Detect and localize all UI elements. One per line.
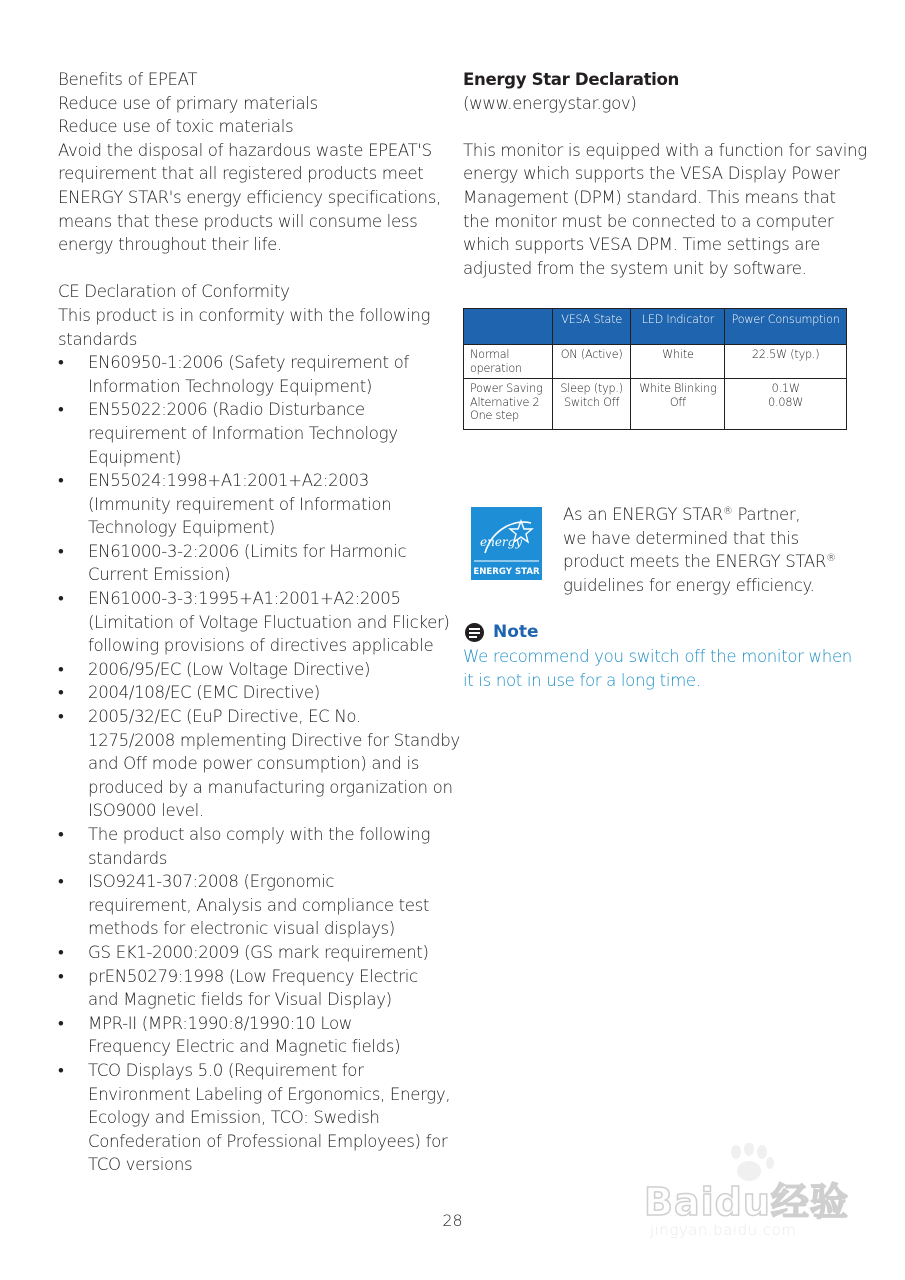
table-cell xyxy=(552,379,631,430)
note-text xyxy=(463,645,853,692)
registered-mark: ® xyxy=(722,506,733,517)
partner-line xyxy=(563,503,836,527)
energy-star-logo xyxy=(471,507,542,580)
table-header-row xyxy=(464,309,847,345)
standard-line: Current Emission) xyxy=(88,565,231,585)
spacer xyxy=(463,115,853,139)
partner-text: product meets the ENERGY STAR xyxy=(563,552,827,572)
standard-item xyxy=(58,965,450,1012)
standard-line: and Off mode power consumption) and is xyxy=(88,754,420,774)
epeat-section xyxy=(58,68,450,257)
ce-line: standards xyxy=(58,329,138,349)
note-title: Note xyxy=(493,622,539,642)
ce-heading: CE Declaration of Conformity xyxy=(58,282,290,302)
standard-line: Environment Labeling of Ergonomics, Energy, xyxy=(88,1084,451,1104)
standard-item xyxy=(58,469,450,540)
standard-line: Technology Equipment) xyxy=(88,518,275,538)
standard-item xyxy=(58,398,450,469)
partner-line xyxy=(563,550,836,574)
dpm-line: the monitor must be connected to a computer xyxy=(463,211,834,231)
standard-item xyxy=(58,1012,450,1059)
standard-line: (Immunity requirement of Information xyxy=(88,494,392,514)
standard-line: • 2005/32/EC (EuP Directive, EC No. xyxy=(88,707,361,727)
table-header-cell: VESA State xyxy=(552,309,631,345)
standard-line: ISO9000 level. xyxy=(88,801,204,821)
table-cell xyxy=(464,379,553,430)
table-header-cell: Power Consumption xyxy=(725,309,847,345)
partner-text: As an ENERGY STAR xyxy=(563,505,723,524)
cell-line: 0.1W xyxy=(771,382,800,395)
partner-line xyxy=(563,527,836,551)
epeat-line: requirement that all registered products meet xyxy=(58,164,424,184)
standard-line: • EN55022:2006 (Radio Disturbance xyxy=(88,400,365,420)
paw-toe xyxy=(731,1145,741,1159)
standard-line: • ISO9241-307:2008 (Ergonomic xyxy=(88,872,335,892)
cell-line: 0.08W xyxy=(768,395,804,409)
ce-line: This product is in conformity with the following xyxy=(58,305,431,325)
dpm-line: which supports VESA DPM. Time settings are xyxy=(463,235,821,255)
partner-text: we have determined that this xyxy=(563,528,799,548)
paw-toe xyxy=(766,1157,774,1169)
standard-line: • GS EK1-2000:2009 (GS mark requirement) xyxy=(88,942,429,962)
vesa-power-table xyxy=(463,308,847,430)
standard-line: and Magnetic fields for Visual Display) xyxy=(88,990,392,1010)
logo-label: ENERGY STAR xyxy=(473,567,540,577)
standard-line: Information Technology Equipment) xyxy=(88,376,372,396)
table-row xyxy=(464,379,847,430)
standard-line: Confederation of Professional Employees) for xyxy=(88,1131,448,1151)
energy-star-heading: Energy Star Declaration xyxy=(463,70,680,89)
note-icon-line xyxy=(469,636,477,638)
watermark-url: jingyan.baidu.com xyxy=(650,1221,797,1239)
standard-item xyxy=(58,540,450,587)
standard-line: • TCO Displays 5.0 (Requirement for xyxy=(88,1060,364,1080)
cell-line: operation xyxy=(470,361,522,375)
left-column xyxy=(58,68,460,1177)
standard-line: • prEN50279:1998 (Low Frequency Electric xyxy=(88,966,418,986)
standard-line: requirement of Information Technology xyxy=(88,423,398,443)
table-cell xyxy=(725,345,847,379)
cell-line: Switch Off xyxy=(564,395,620,409)
note-heading xyxy=(465,622,539,642)
cell-line: Power Saving xyxy=(470,382,543,395)
standard-item xyxy=(58,681,450,705)
table-header-cell: LED Indicator xyxy=(631,309,725,345)
logo-script: energy xyxy=(480,535,523,549)
note-line: We recommend you switch off the monitor when xyxy=(463,647,852,666)
standard-item xyxy=(58,658,450,682)
dpm-line: energy which supports the VESA Display Power xyxy=(463,164,840,184)
standard-line: 1275/2008 mplementing Directive for Standby xyxy=(88,730,460,750)
standard-line: • MPR-II (MPR:1990:8/1990:10 Low xyxy=(88,1013,352,1033)
note-line: it is not in use for a long time. xyxy=(463,670,701,690)
ce-declaration-section xyxy=(58,280,450,351)
epeat-line: ENERGY STAR's energy efficiency specifications, xyxy=(58,187,441,207)
standard-line: methods for electronic visual displays) xyxy=(88,919,395,939)
epeat-line: Benefits of EPEAT xyxy=(58,70,198,89)
standard-line: • EN61000-3-3:1995+A1:2001+A2:2005 xyxy=(88,589,401,609)
standard-line: Frequency Electric and Magnetic fields) xyxy=(88,1037,401,1057)
energy-star-url: (www.energystar.gov) xyxy=(463,93,637,113)
standard-item xyxy=(58,351,450,398)
cell-line: 22.5W (typ.) xyxy=(751,348,820,361)
standard-item xyxy=(58,1059,450,1177)
table-header-cell xyxy=(464,309,553,345)
standard-line: • EN55024:1998+A1:2001+A2:2003 xyxy=(88,471,369,491)
epeat-line: energy throughout their life. xyxy=(58,235,282,255)
table-cell xyxy=(725,379,847,430)
note-icon-line xyxy=(469,628,480,630)
epeat-line: Reduce use of primary materials xyxy=(58,93,318,113)
registered-mark: ® xyxy=(826,553,836,565)
partner-text: guidelines for energy efficiency. xyxy=(563,575,815,595)
cell-line: One step xyxy=(470,409,519,422)
cell-line: Alternative 2 xyxy=(470,395,540,409)
energy-star-logo-graphic xyxy=(471,507,542,580)
epeat-line: Avoid the disposal of hazardous waste EPEAT'S xyxy=(58,140,432,160)
standard-line: • EN61000-3-2:2006 (Limits for Harmonic xyxy=(88,541,407,561)
table-cell xyxy=(552,345,631,379)
standard-line: produced by a manufacturing organization on xyxy=(88,777,453,797)
standard-line: • 2006/95/EC (Low Voltage Directive) xyxy=(88,659,371,679)
cell-line: Off xyxy=(669,395,686,409)
cell-line: White Blinking xyxy=(639,382,717,395)
standard-line: Ecology and Emission, TCO: Swedish xyxy=(88,1108,380,1128)
note-icon-line xyxy=(469,632,480,634)
dpm-paragraph xyxy=(463,139,867,281)
standard-line: requirement, Analysis and compliance test xyxy=(88,895,430,915)
epeat-line: means that these products will consume less xyxy=(58,211,418,231)
standard-item xyxy=(58,705,460,823)
table-cell xyxy=(631,379,725,430)
cell-line: ON (Active) xyxy=(560,348,623,361)
paw-toe xyxy=(744,1143,754,1156)
dpm-line: This monitor is equipped with a function for saving xyxy=(463,140,867,160)
note-icon xyxy=(465,623,484,642)
paw-toe xyxy=(757,1145,767,1159)
standard-line: • The product also comply with the following xyxy=(88,825,431,844)
standards-list xyxy=(58,351,460,1177)
standard-line: • 2004/108/EC (EMC Directive) xyxy=(88,683,320,703)
dpm-line: adjusted from the system unit by software. xyxy=(463,258,807,278)
standard-line: following provisions of directives applicable xyxy=(88,636,434,656)
epeat-line: Reduce use of toxic materials xyxy=(58,117,294,137)
partner-line xyxy=(563,574,836,598)
standard-line: Equipment) xyxy=(88,447,182,467)
table-row xyxy=(464,345,847,379)
partner-text: Partner, xyxy=(732,505,801,524)
spacer xyxy=(58,257,450,281)
watermark-brand: Baidu经验 xyxy=(644,1180,849,1224)
table-cell xyxy=(464,345,553,379)
standard-item xyxy=(58,823,450,870)
energy-star-partner-text xyxy=(563,503,836,597)
standard-item xyxy=(58,941,450,965)
standard-line: (Limitation of Voltage Fluctuation and Flicker) xyxy=(88,612,450,632)
cell-line: White xyxy=(662,348,694,361)
right-column xyxy=(463,68,867,280)
cell-line: Normal xyxy=(470,348,510,361)
cell-line: Sleep (typ.) xyxy=(560,382,623,395)
page-number: 28 xyxy=(442,1211,463,1230)
standard-line: TCO versions xyxy=(88,1155,193,1175)
dpm-line: Management (DPM) standard. This means that xyxy=(463,187,836,207)
standard-item xyxy=(58,870,450,941)
baidu-watermark xyxy=(640,1143,860,1253)
standard-item xyxy=(58,587,450,658)
standard-line: standards xyxy=(88,848,168,868)
table-cell xyxy=(631,345,725,379)
standard-line: • EN60950-1:2006 (Safety requirement of xyxy=(88,353,409,373)
